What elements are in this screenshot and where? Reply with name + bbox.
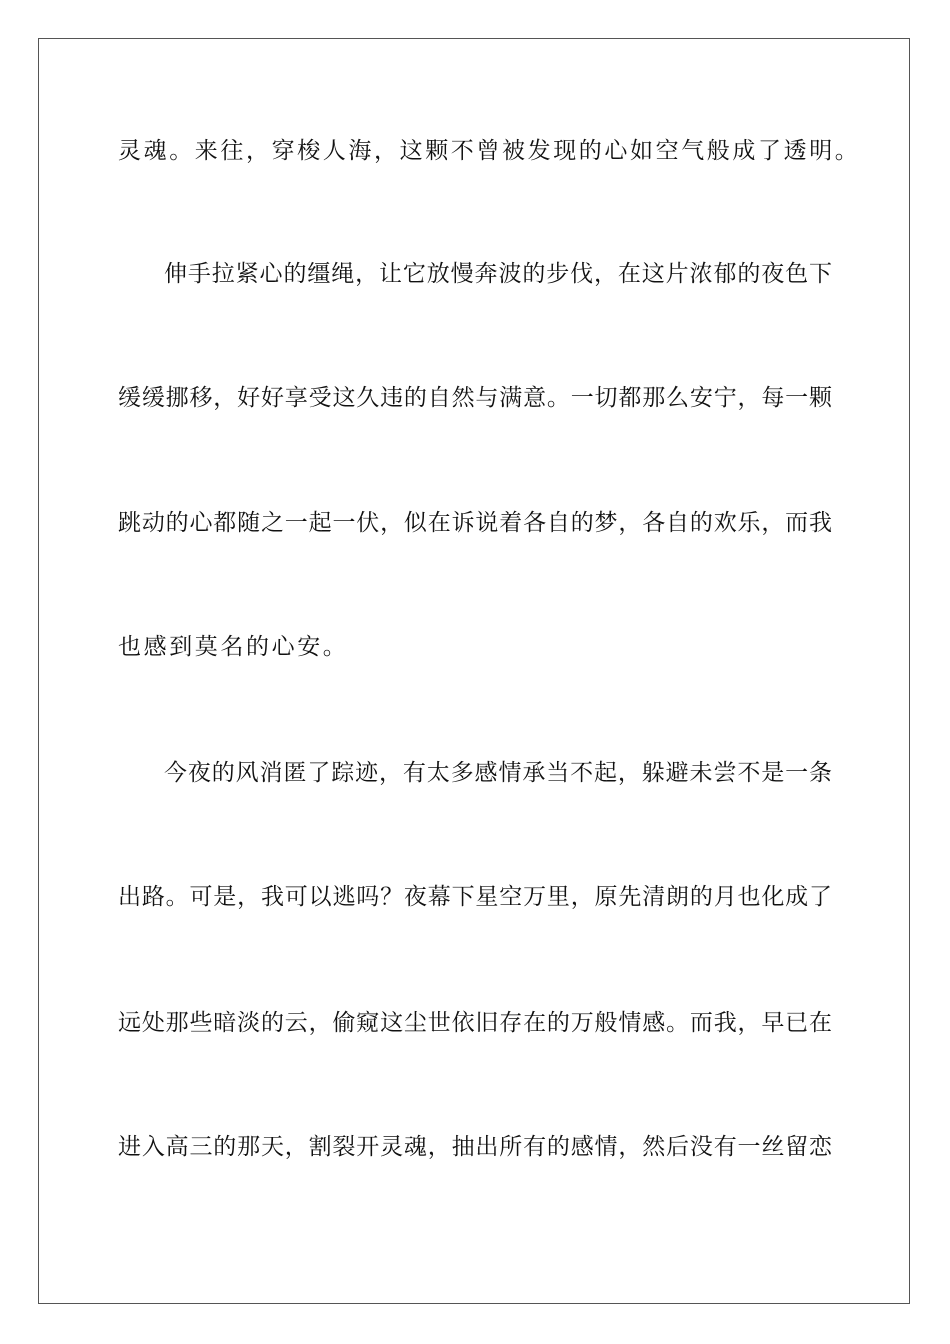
text-line: 也感到莫名的心安。 (118, 634, 349, 660)
text-line: 灵魂。来往，穿梭人海，这颗不曾被发现的心如空气般成了透明。 (118, 138, 861, 164)
text-line: 远处那些暗淡的云，偷窥这尘世依旧存在的万般情感。而我，早已在 (118, 1010, 832, 1036)
text-line: 跳动的心都随之一起一伏，似在诉说着各自的梦，各自的欢乐，而我 (118, 510, 832, 536)
page-border (38, 38, 910, 1304)
text-line: 进入高三的那天，割裂开灵魂，抽出所有的感情，然后没有一丝留恋 (118, 1134, 832, 1160)
text-line: 缓缓挪移，好好享受这久违的自然与满意。一切都那么安宁，每一颗 (118, 385, 832, 411)
paragraph-first-line: 伸手拉紧心的缰绳，让它放慢奔波的步伐，在这片浓郁的夜色下 (164, 261, 832, 287)
text-line: 出路。可是，我可以逃吗？夜幕下星空万里，原先清朗的月也化成了 (118, 884, 832, 910)
paragraph-first-line: 今夜的风消匿了踪迹，有太多感情承当不起，躲避未尝不是一条 (164, 760, 832, 786)
